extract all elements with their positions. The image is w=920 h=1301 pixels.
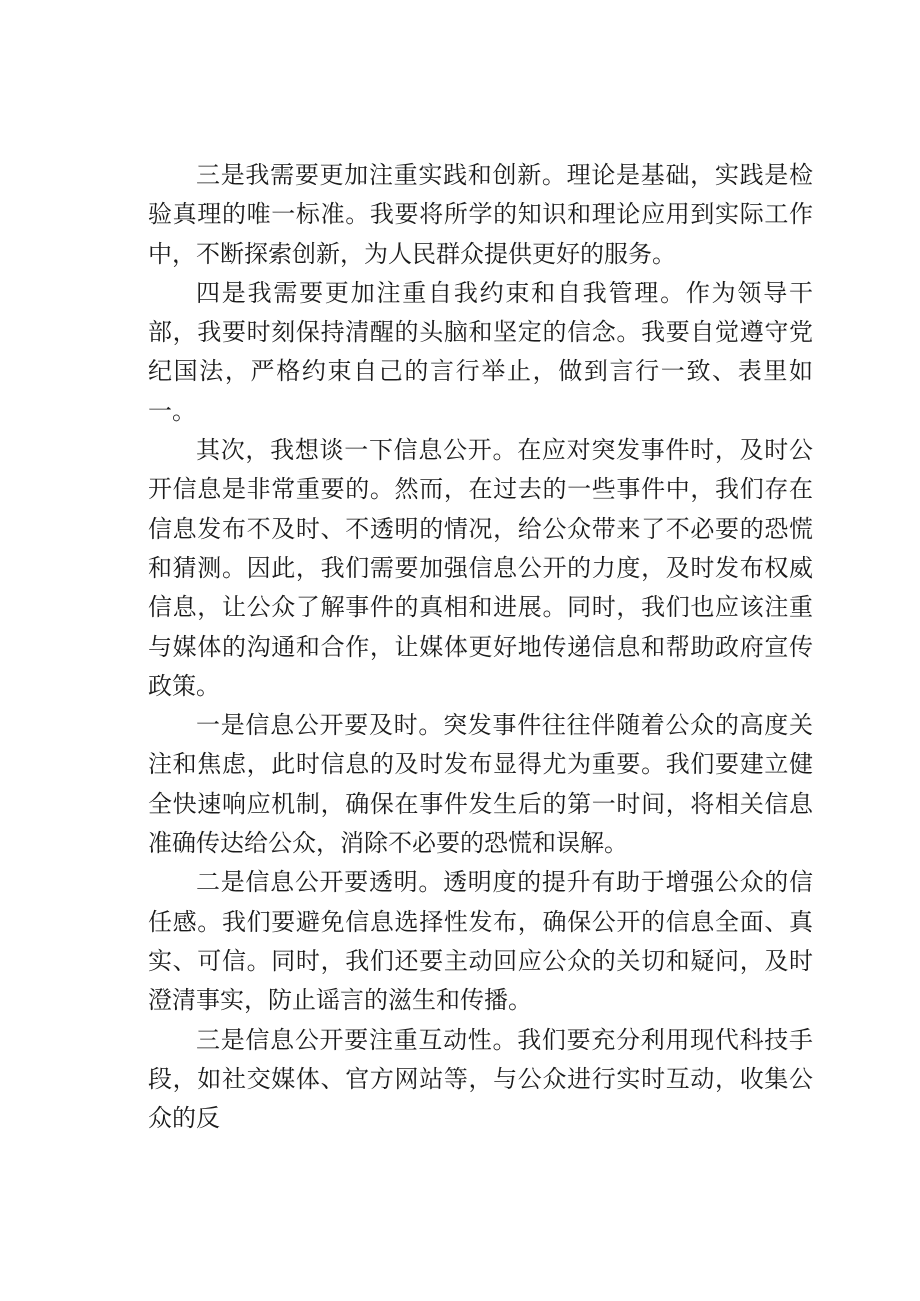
- paragraph-transparent-disclosure: 二是信息公开要透明。透明度的提升有助于增强公众的信任感。我们要避免信息选择性发布，确保公开的信息全面、真实、可信。同时，我们还要主动回应公众的关切和疑问，及时澄清事实，防止谣言的滋生和传播。: [148, 868, 813, 1015]
- paragraph-self-discipline: 四是我需要更加注重自我约束和自我管理。作为领导干部，我要时刻保持清醒的头脑和坚定的信念。我要自觉遵守党纪国法，严格约束自己的言行举止，做到言行一致、表里如一。: [148, 278, 813, 425]
- paragraph-timely-disclosure: 一是信息公开要及时。突发事件往往伴随着公众的高度关注和焦虑，此时信息的及时发布显得尤为重要。我们要建立健全快速响应机制，确保在事件发生后的第一时间，将相关信息准确传达给公众，消除不必要的恐慌和误解。: [148, 711, 813, 858]
- document-body: [148, 156, 813, 1138]
- paragraph-interactive-disclosure: 三是信息公开要注重互动性。我们要充分利用现代科技手段，如社交媒体、官方网站等，与公众进行实时互动，收集公众的反: [148, 1025, 813, 1133]
- paragraph-practice-innovation: 三是我需要更加注重实践和创新。理论是基础，实践是检验真理的唯一标准。我要将所学的知识和理论应用到实际工作中，不断探索创新，为人民群众提供更好的服务。: [148, 161, 813, 268]
- paragraph-information-disclosure: 其次，我想谈一下信息公开。在应对突发事件时，及时公开信息是非常重要的。然而，在过去的一些事件中，我们存在信息发布不及时、不透明的情况，给公众带来了不必要的恐慌和猜测。因此，我们需要加强信息公开的力度，及时发布权威信息，让公众了解事件的真相和进展。同时，我们也应该注重与媒体的沟通和合作，让媒体更好地传递信息和帮助政府宣传政策。: [148, 436, 813, 700]
